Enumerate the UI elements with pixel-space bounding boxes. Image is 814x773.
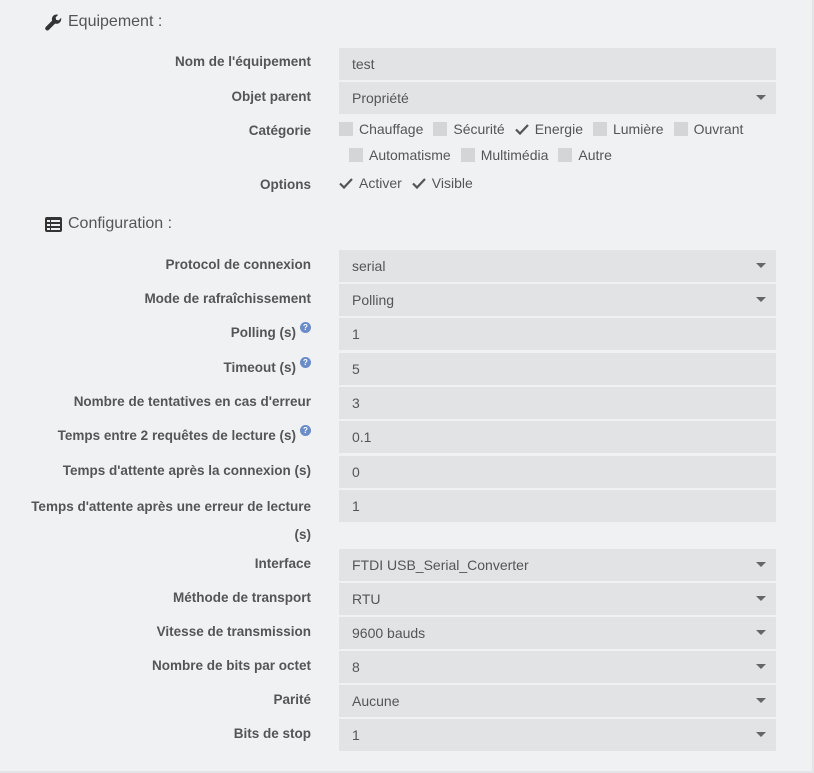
config-input[interactable] xyxy=(339,456,776,488)
field-label-text: Temps entre 2 requêtes de lecture (s) xyxy=(57,428,296,443)
field-value: FTDI USB_Serial_Converter xyxy=(352,557,529,573)
config-select[interactable] xyxy=(339,250,776,282)
section-equipement xyxy=(44,13,162,31)
config-select[interactable] xyxy=(339,685,776,717)
chevron-down-icon xyxy=(756,664,766,669)
field-value: 5 xyxy=(352,361,360,377)
field-label-text: Temps d'attente après la connexion (s) xyxy=(62,463,311,478)
field-label-text: Protocol de connexion xyxy=(165,257,311,272)
field-label xyxy=(11,290,311,308)
field-label-text: Bits de stop xyxy=(233,726,311,741)
options-label: Options xyxy=(260,177,311,192)
chevron-down-icon xyxy=(756,297,766,302)
field-value: 0.1 xyxy=(352,429,372,445)
config-input[interactable] xyxy=(339,387,776,419)
field-value: 0 xyxy=(352,464,360,480)
chevron-down-icon xyxy=(756,562,766,567)
chevron-down-icon xyxy=(756,630,766,635)
config-select[interactable] xyxy=(339,651,776,683)
name-label: Nom de l'équipement xyxy=(175,54,311,69)
config-select[interactable] xyxy=(339,583,776,615)
field-label xyxy=(11,324,311,342)
checkbox-sécurité[interactable] xyxy=(433,121,504,137)
field-label xyxy=(11,493,311,549)
checkbox-label: Ouvrant xyxy=(693,121,744,137)
chevron-down-icon xyxy=(756,732,766,737)
section-title: Equipement : xyxy=(68,13,163,30)
config-input[interactable] xyxy=(339,353,776,385)
field-label xyxy=(11,589,311,607)
checkbox-label: Multimédia xyxy=(480,147,549,163)
config-select[interactable] xyxy=(339,284,776,316)
section-title: Configuration : xyxy=(68,215,173,232)
category-label: Catégorie xyxy=(248,123,311,138)
checkbox-label: Sécurité xyxy=(453,121,505,137)
name-input[interactable]: test xyxy=(339,48,776,80)
field-label xyxy=(11,657,311,675)
checkbox-visible[interactable] xyxy=(412,175,473,191)
checkbox-label: Autre xyxy=(578,147,612,163)
checkbox-box[interactable] xyxy=(433,122,447,136)
checkbox-box[interactable] xyxy=(461,148,475,162)
checkbox-automatisme[interactable] xyxy=(349,147,451,163)
field-label-text: Parité xyxy=(273,692,311,707)
wrench-icon xyxy=(44,13,62,31)
check-icon[interactable] xyxy=(515,122,529,136)
field-label-text: Nombre de tentatives en cas d'erreur xyxy=(73,394,311,409)
field-label xyxy=(11,623,311,641)
checkbox-energie[interactable] xyxy=(515,121,583,137)
chevron-down-icon xyxy=(756,95,766,100)
field-label-text: Temps d'attente après une erreur de lecture (s) xyxy=(31,499,311,542)
section-configuration xyxy=(44,215,172,233)
parent-value: Propriété xyxy=(352,90,409,106)
chevron-down-icon xyxy=(756,596,766,601)
field-label-text: Méthode de transport xyxy=(172,590,311,605)
field-value: 1 xyxy=(352,326,360,342)
field-value: 1 xyxy=(352,727,360,743)
config-select[interactable] xyxy=(339,617,776,649)
question-circle-icon[interactable]: ? xyxy=(300,357,311,368)
checkbox-box[interactable] xyxy=(674,122,688,136)
checkbox-lumière[interactable] xyxy=(593,121,664,137)
field-label xyxy=(11,393,311,411)
field-label xyxy=(11,725,311,743)
field-value: 9600 bauds xyxy=(352,625,426,641)
field-label xyxy=(11,427,311,445)
checkbox-label: Visible xyxy=(431,175,473,191)
check-icon[interactable] xyxy=(339,176,353,190)
checkbox-autre[interactable] xyxy=(558,147,611,163)
question-circle-icon[interactable]: ? xyxy=(300,322,311,333)
field-label xyxy=(11,691,311,709)
config-input[interactable] xyxy=(339,421,776,453)
field-value: serial xyxy=(352,258,386,274)
field-value: 1 xyxy=(352,498,360,514)
config-select[interactable] xyxy=(339,549,776,581)
field-value: Polling xyxy=(352,292,395,308)
chevron-down-icon xyxy=(756,698,766,703)
field-label xyxy=(11,555,311,573)
checkbox-label: Chauffage xyxy=(359,121,424,137)
config-select[interactable] xyxy=(339,719,776,751)
chevron-down-icon xyxy=(756,263,766,268)
checkbox-box[interactable] xyxy=(558,148,572,162)
field-label xyxy=(11,256,311,274)
field-value: Aucune xyxy=(352,693,400,709)
checkbox-label: Activer xyxy=(359,175,402,191)
category-row-1 xyxy=(339,121,753,137)
check-icon[interactable] xyxy=(412,176,426,190)
config-input[interactable] xyxy=(339,318,776,350)
field-label-text: Vitesse de transmission xyxy=(156,624,311,639)
field-label xyxy=(11,462,311,480)
checkbox-label: Automatisme xyxy=(369,147,451,163)
field-label xyxy=(11,359,311,377)
field-value: 8 xyxy=(352,659,360,675)
checkbox-label: Energie xyxy=(534,121,583,137)
field-label-text: Polling (s) xyxy=(230,325,296,340)
field-label-text: Nombre de bits par octet xyxy=(151,658,311,673)
checkbox-chauffage[interactable] xyxy=(339,121,423,137)
checkbox-box[interactable] xyxy=(339,122,353,136)
field-label-text: Mode de rafraîchissement xyxy=(144,291,311,306)
checkbox-multimédia[interactable] xyxy=(461,147,549,163)
list-icon xyxy=(44,215,62,233)
checkbox-activer[interactable] xyxy=(339,175,402,191)
checkbox-ouvrant[interactable] xyxy=(674,121,744,137)
checkbox-box[interactable] xyxy=(593,122,607,136)
category-row-2 xyxy=(349,147,622,163)
parent-select[interactable] xyxy=(339,82,776,114)
parent-label: Objet parent xyxy=(231,89,311,104)
checkbox-box[interactable] xyxy=(349,148,363,162)
question-circle-icon[interactable]: ? xyxy=(300,425,311,436)
field-value: RTU xyxy=(352,591,381,607)
config-input[interactable] xyxy=(339,490,776,522)
field-label-text: Interface xyxy=(254,556,311,571)
checkbox-label: Lumière xyxy=(612,121,664,137)
options-row xyxy=(339,175,483,191)
field-value: 3 xyxy=(352,395,360,411)
field-label-text: Timeout (s) xyxy=(223,360,296,375)
